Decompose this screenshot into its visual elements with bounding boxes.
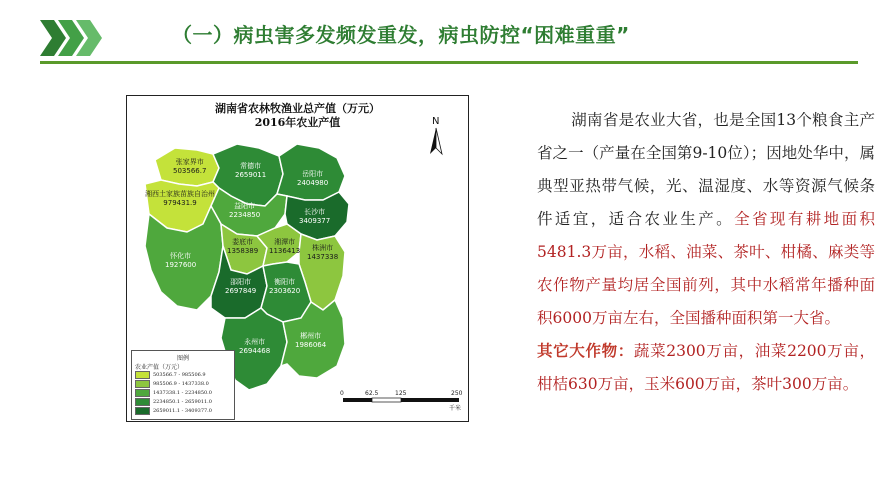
region-label-loudi: 娄底市 1358389 bbox=[227, 238, 259, 255]
scale-tick-3: 250 bbox=[451, 390, 463, 397]
farmland-highlight: 全省现有耕地面积5481.3万亩，水稻、油菜、茶叶、柑橘、麻类等农作物产量均居全国前列，其中水稻常年播种面积6000万亩左右，全国播种面积第一大省。 bbox=[537, 210, 875, 327]
legend-subtitle: 农业产值（万元） bbox=[135, 364, 184, 371]
legend-title: 图例 bbox=[176, 355, 189, 362]
region-label-huaihua: 怀化市 1927600 bbox=[165, 252, 197, 269]
hunan-map bbox=[126, 95, 469, 422]
legend-swatch bbox=[135, 398, 150, 406]
scale-unit: 千米 bbox=[449, 405, 462, 412]
region-label-chenzhou: 郴州市 1986064 bbox=[295, 332, 327, 349]
scale-tick-0: 0 bbox=[340, 390, 344, 397]
legend-swatch bbox=[135, 380, 150, 388]
map-title: 湖南省农林牧渔业总产值（万元） bbox=[215, 102, 380, 115]
title-underline bbox=[40, 61, 858, 64]
legend-item: 1437338.1 - 2234850.0 bbox=[135, 389, 212, 397]
region-label-zhuzhou: 株洲市 1437338 bbox=[307, 244, 339, 261]
scale-tick-1: 62.5 bbox=[365, 390, 379, 397]
map-subtitle: 2016年农业产值 bbox=[254, 116, 341, 129]
region-label-shaoyang: 邵阳市 2697849 bbox=[225, 278, 257, 295]
legend-swatch bbox=[135, 389, 150, 397]
region-label-changde: 常德市 2659011 bbox=[235, 162, 267, 179]
legend-item: 985506.9 - 1437338.0 bbox=[135, 380, 209, 388]
other-crops-text: 蔬菜2300万亩，油菜2200万亩，柑桔630万亩，玉米600万亩，茶叶300万亩。 bbox=[537, 342, 875, 393]
paragraph-1 bbox=[537, 104, 875, 335]
chevron-arrows-icon bbox=[40, 20, 102, 56]
legend-item: 503566.7 - 985506.9 bbox=[135, 371, 206, 379]
region-label-yiyang: 益阳市 2234850 bbox=[229, 202, 261, 219]
intro-text: 湖南省是农业大省，也是全国13个粮食主产省之一（产量在全国第9-10位）；因地处华中，属典型亚热带气候，光、温湿度、水等资源气候条件适宜，适合农业生产。 bbox=[537, 111, 875, 228]
legend-item: 2659011.1 - 3409377.0 bbox=[135, 407, 212, 415]
map-legend bbox=[131, 350, 235, 420]
region-label-yongzhou: 永州市 2694468 bbox=[239, 338, 271, 355]
legend-swatch bbox=[135, 371, 150, 379]
scale-tick-2: 125 bbox=[395, 390, 407, 397]
page-title: （一）病虫害多发频发重发，病虫防控“困难重重” bbox=[172, 23, 630, 47]
legend-swatch bbox=[135, 407, 150, 415]
region-label-changsha: 长沙市 3409377 bbox=[299, 208, 331, 225]
north-label: N bbox=[432, 116, 440, 127]
region-label-xiangtan: 湘潭市 1136413 bbox=[269, 238, 301, 255]
legend-item: 2234850.1 - 2659011.0 bbox=[135, 398, 212, 406]
paragraph-2 bbox=[537, 335, 875, 401]
description-text bbox=[537, 104, 875, 401]
region-label-zhangjiajie: 张家界市 503566.7 bbox=[173, 158, 207, 175]
region-label-hengyang: 衡阳市 2303620 bbox=[269, 278, 301, 295]
region-label-yueyang: 岳阳市 2404980 bbox=[297, 170, 329, 187]
region-label-xiangxi: 湘西土家族苗族自治州 979431.9 bbox=[145, 190, 215, 207]
other-crops-label: 其它大作物： bbox=[537, 342, 634, 360]
scale-bar bbox=[343, 398, 459, 402]
north-arrow-icon bbox=[430, 128, 442, 154]
